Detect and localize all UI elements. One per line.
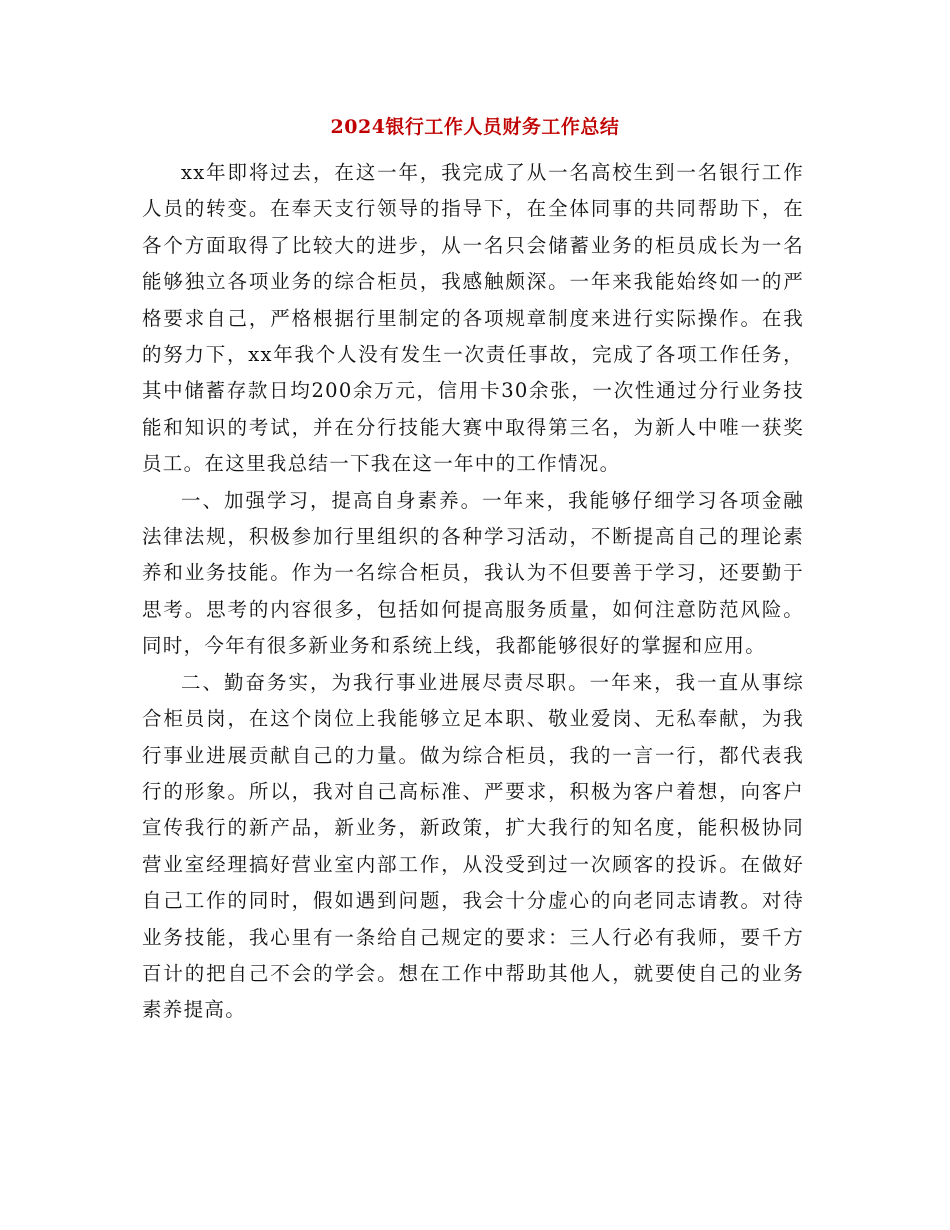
document-title: 2024银行工作人员财务工作总结 — [330, 116, 620, 138]
paragraph-section-1: 一、加强学习，提高自身素养。一年来，我能够仔细学习各项金融法律法规，积极参加行里组织的各种学习活动，不断提高自己的理论素养和业务技能。作为一名综合柜员，我认为不但要善于学习，还要勤于思考。思考的内容很多，包括如何提高服务质量，如何注意防范风险。同时，今年有很多新业务和系统上线，我都能够很好的掌握和应用。 — [142, 488, 804, 658]
document-body — [142, 155, 804, 1029]
paragraph-intro: xx年即将过去，在这一年，我完成了从一名高校生到一名银行工作人员的转变。在奉天支行领导的指导下，在全体同事的共同帮助下，在各个方面取得了比较大的进步，从一名只会储蓄业务的柜员成长为一名能够独立各项业务的综合柜员，我感触颇深。一年来我能始终如一的严格要求自己，严格根据行里制定的各项规章制度来进行实际操作。在我的努力下，xx年我个人没有发生一次责任事故，完成了各项工作任务，其中储蓄存款日均200余万元，信用卡30余张，一次性通过分行业务技能和知识的考试，并在分行技能大赛中取得第三名，为新人中唯一获奖员工。在这里我总结一下我在这一年中的工作情况。 — [142, 161, 804, 476]
paragraph-section-2: 二、勤奋务实，为我行事业进展尽责尽职。一年来，我一直从事综合柜员岗，在这个岗位上我能够立足本职、敬业爱岗、无私奉献，为我行事业进展贡献自己的力量。做为综合柜员，我的一言一行，都代表我行的形象。所以，我对自己高标准、严要求，积极为客户着想，向客户宣传我行的新产品，新业务，新政策，扩大我行的知名度，能积极协同营业室经理搞好营业室内部工作，从没受到过一次顾客的投诉。在做好自己工作的同时，假如遇到问题，我会十分虚心的向老同志请教。对待业务技能，我心里有一条给自己规定的要求：三人行必有我师，要千方百计的把自己不会的学会。想在工作中帮助其他人，就要使自己的业务素养提高。 — [142, 670, 804, 1022]
